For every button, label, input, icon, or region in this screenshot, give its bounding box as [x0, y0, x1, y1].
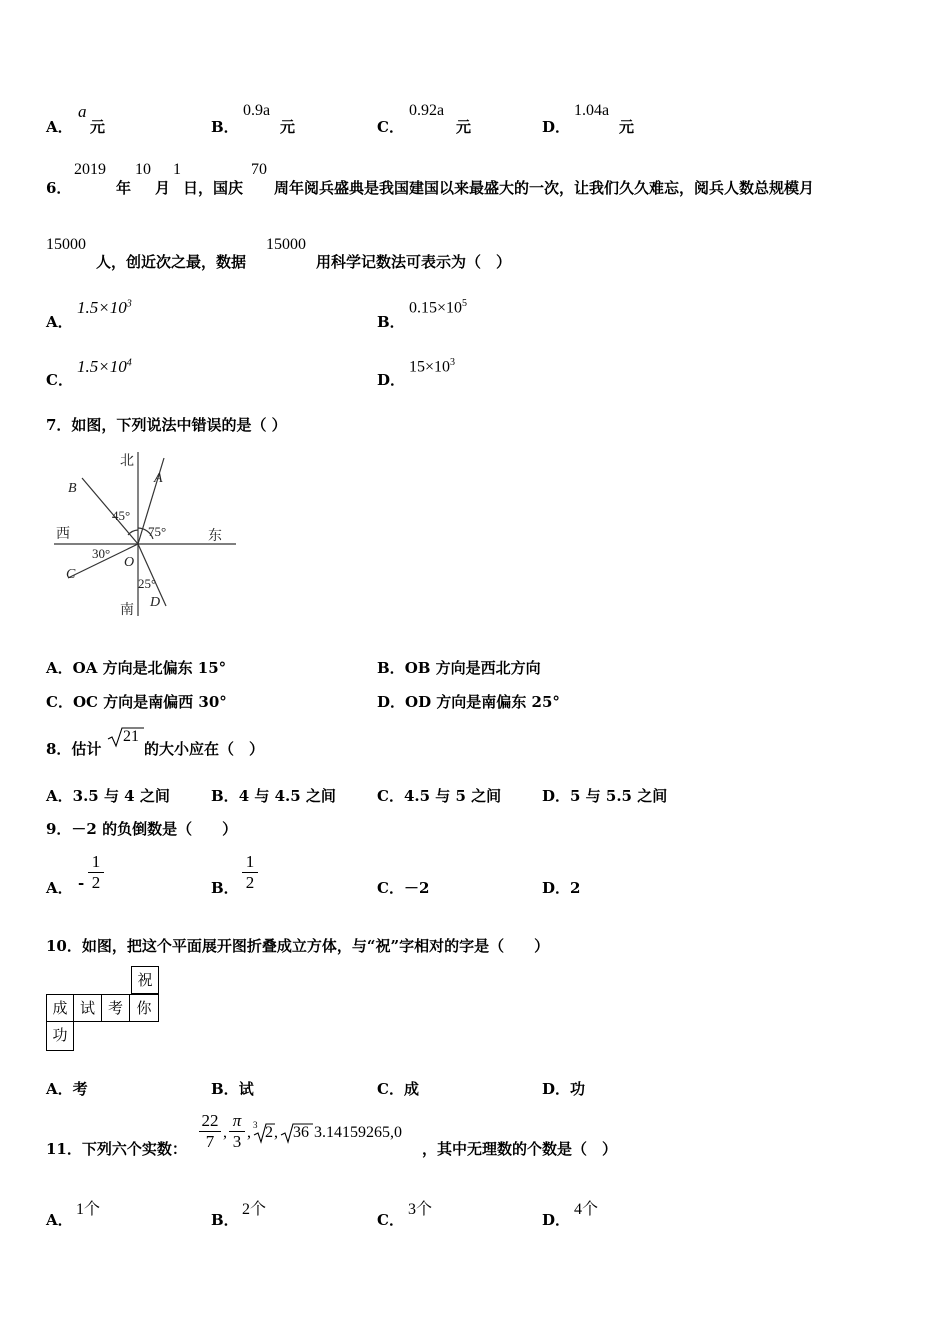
net-cell-gong: 功	[46, 1022, 74, 1051]
q5-option-a-label: A．	[46, 118, 73, 136]
q6-text-ask: 用科学记数法可表示为（ ）	[316, 253, 512, 271]
q11-cube-root-index: 3	[253, 1120, 258, 1130]
q5-option-b-unit: 元	[280, 118, 296, 136]
q6-day: 1	[173, 161, 181, 178]
q6-option-a-label: A．	[46, 313, 73, 331]
label-west: 西	[56, 526, 70, 542]
q5-option-a-unit: 元	[90, 118, 106, 136]
q9-option-b-label: B．	[211, 879, 239, 897]
q11-option-d-text: 4个	[574, 1201, 599, 1218]
q11-fraction-22-7-denominator: 7	[199, 1131, 221, 1152]
q6-text-month: 月	[155, 179, 171, 197]
q5-option-d-math: 1.04a	[574, 102, 610, 119]
q6-number: 6．	[46, 179, 72, 197]
q5-option-c-label: C．	[377, 118, 404, 136]
q6-option-c-label: C．	[46, 371, 73, 389]
q9-option-a-numerator: 1	[91, 852, 101, 871]
q7-stem: 7．如图，下列说法中错误的是（ ）	[46, 416, 287, 434]
label-c: C	[66, 567, 76, 582]
q11-sqrt-radicand: 36	[293, 1124, 309, 1141]
q5-option-d-label: D．	[542, 118, 571, 136]
q5-option-d-unit: 元	[619, 118, 635, 136]
q11-comma-1: ,	[223, 1124, 227, 1141]
q10-option-a: A．考	[46, 1080, 88, 1098]
q11-fraction-pi-3-denominator: 3	[229, 1131, 245, 1152]
label-75deg: 75°	[148, 524, 167, 539]
q6-text-people: 人，创近次之最，数据	[96, 253, 247, 271]
q11-fraction-22-7-numerator: 22	[201, 1111, 219, 1130]
q8-radicand: 21	[123, 728, 139, 745]
q7-option-c: C．OC 方向是南偏西 30°	[46, 693, 227, 711]
q7-option-b: B．OB 方向是西北方向	[377, 659, 541, 677]
q9-option-a-sign: -	[78, 874, 85, 892]
label-a: A	[154, 471, 163, 486]
label-25deg: 25°	[138, 576, 157, 591]
q6-option-b-math: $0.15\times 10^5$	[409, 298, 468, 317]
q9-option-a-label: A．	[46, 879, 73, 897]
q6-option-d-math: $15\times 10^3$	[409, 357, 456, 376]
q11-tail-numbers: 3.14159265,0	[314, 1124, 402, 1141]
q6-number-15000-a: 15000	[46, 236, 86, 253]
q11-option-d-label: D．	[542, 1211, 571, 1229]
q6-option-a-math: $1.5\times 10^3$	[77, 298, 132, 317]
q11-option-a-text: 1个	[76, 1201, 101, 1218]
q11-option-c-text: 3个	[408, 1201, 433, 1218]
q6-option-b-label: B．	[377, 313, 405, 331]
q6-number-15000-b: 15000	[266, 236, 306, 253]
q8-suffix: 的大小应在（ ）	[144, 740, 265, 758]
q8-option-a: A．3.5 与 4 之间	[46, 787, 170, 805]
label-30deg: 30°	[92, 546, 111, 561]
q5-option-a-math: a	[78, 102, 87, 121]
q6-option-c-math: $1.5\times 10^4$	[77, 357, 132, 376]
label-east: 东	[208, 528, 222, 544]
label-b: B	[68, 481, 77, 496]
label-o: O	[124, 555, 135, 570]
label-north: 北	[120, 453, 134, 469]
q11-option-b-text: 2个	[242, 1201, 267, 1218]
q6-text-day: 日，国庆	[183, 179, 244, 197]
net-cell-zhu: 祝	[131, 966, 159, 994]
q9-option-a-fraction	[88, 852, 104, 893]
arc-45	[128, 530, 138, 535]
q9-stem: 9．－2 的负倒数是（ ）	[46, 820, 238, 838]
q9-option-a-denominator: 2	[88, 872, 104, 893]
q11-cube-root-radicand: 2	[265, 1124, 273, 1141]
q11-comma-3: ,	[274, 1124, 278, 1141]
label-south: 南	[120, 602, 134, 618]
q11-option-a-label: A．	[46, 1211, 73, 1229]
q8-option-c: C．4.5 与 5 之间	[377, 787, 502, 805]
q5-option-b-math: 0.9a	[243, 102, 271, 119]
q11-option-b-label: B．	[211, 1211, 239, 1229]
q11-fraction-pi-3-numerator: π	[232, 1111, 242, 1130]
q11-fraction-pi-3	[229, 1111, 245, 1152]
label-45deg: 45°	[112, 508, 131, 523]
net-cell-cheng: 成	[46, 994, 74, 1022]
compass-figure	[46, 448, 246, 623]
q8-prefix: 8．估计	[46, 740, 102, 758]
q6-text-main: 周年阅兵盛典是我国建国以来最盛大的一次，让我们久久难忘，阅兵人数总规模月	[274, 179, 815, 197]
q9-option-b-denominator: 2	[242, 872, 258, 893]
q10-option-c: C．成	[377, 1080, 419, 1098]
q11-prefix: 11．下列六个实数：	[46, 1140, 187, 1158]
q7-option-d: D．OD 方向是南偏东 25°	[377, 693, 560, 711]
q5-option-c-unit: 元	[456, 118, 472, 136]
net-cell-kao: 考	[102, 994, 130, 1022]
q6-text-year: 年	[116, 179, 132, 197]
q6-year: 2019	[74, 161, 106, 178]
q6-month: 10	[135, 161, 151, 178]
q9-option-b-fraction	[242, 852, 258, 893]
q7-option-a: A．OA 方向是北偏东 15°	[46, 659, 227, 677]
net-cell-ni: 你	[130, 994, 159, 1022]
q10-stem: 10．如图，把这个平面展开图折叠成立方体，与“祝”字相对的字是（ ）	[46, 937, 550, 955]
q11-option-c-label: C．	[377, 1211, 404, 1229]
q11-fraction-22-7	[199, 1111, 221, 1152]
q9-option-c: C．－2	[377, 879, 430, 897]
q8-option-d: D．5 与 5.5 之间	[542, 787, 668, 805]
q9-option-b-numerator: 1	[245, 852, 255, 871]
q9-option-d: D．2	[542, 879, 581, 897]
q10-option-b: B．试	[211, 1080, 254, 1098]
q5-option-c-math: 0.92a	[409, 102, 445, 119]
net-cell-shi: 试	[74, 994, 102, 1022]
label-d: D	[150, 595, 161, 610]
q5-option-b-label: B．	[211, 118, 239, 136]
q6-option-d-label: D．	[377, 371, 406, 389]
q8-option-b: B．4 与 4.5 之间	[211, 787, 336, 805]
q11-comma-2: ,	[247, 1124, 251, 1141]
q11-suffix: ，其中无理数的个数是（ ）	[422, 1140, 618, 1158]
q10-option-d: D．功	[542, 1080, 586, 1098]
q6-anniversary: 70	[251, 161, 267, 178]
